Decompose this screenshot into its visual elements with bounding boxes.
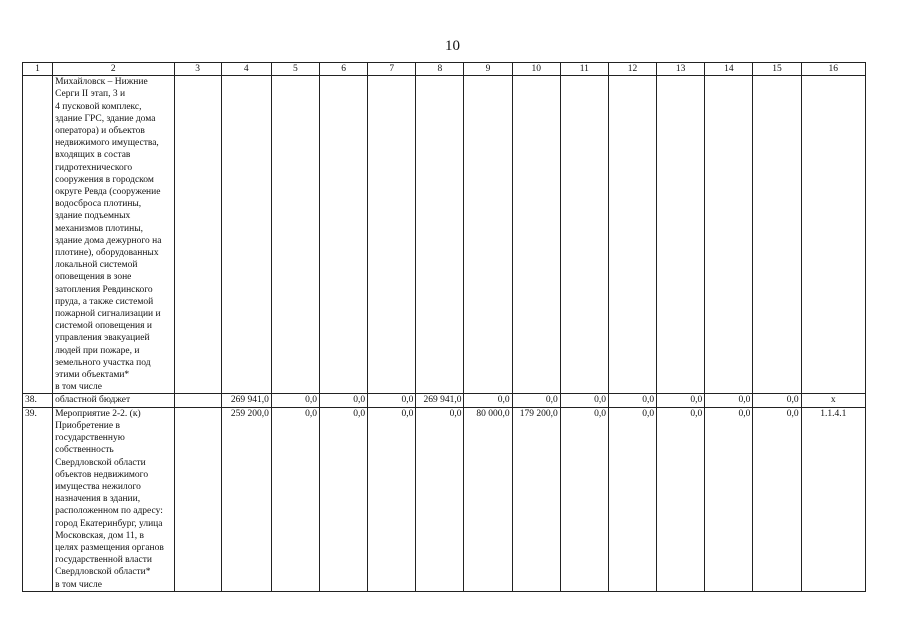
description-line: Свердловской области [55,457,146,468]
column-header: 4 [221,63,271,76]
value-cell: 0,0 [560,407,608,591]
value-cell [560,76,608,394]
column-header: 9 [464,63,512,76]
column-header: 15 [753,63,801,76]
description-line: объектов недвижимого [55,469,149,480]
value-cell: 80 000,0 [464,407,512,591]
program-table [22,62,866,592]
table-row [23,76,866,394]
description-line: локальной системой [55,260,138,271]
row-description [53,76,174,394]
description-line: механизмов плотины, [55,223,143,234]
description-line: расположенном по адресу: [55,506,163,517]
description-line: гидротехнического [55,162,133,173]
description-line: затопления Ревдинского [55,284,153,295]
description-line: плотине), оборудованных [55,248,159,259]
value-cell [657,76,705,394]
value-cell: 0,0 [464,394,512,407]
table-row [23,407,866,591]
description-line: государственной власти [55,555,152,566]
description-line: округе Ревда (сооружение [55,187,161,198]
value-cell: 0,0 [320,407,368,591]
value-cell [705,76,753,394]
description-line: здание подъемных [55,211,131,222]
row-number: 38. [23,394,53,407]
description-line: назначения в здании, [55,494,141,505]
description-line: здание ГРС, здание дома [55,113,156,124]
description-line: областной бюджет [55,395,131,406]
value-cell: 0,0 [320,394,368,407]
description-line: Михайловск – Нижние [55,77,148,88]
value-cell: 0,0 [608,394,656,407]
description-line: 4 пусковой комплекс, [55,101,142,112]
target-code: 1.1.4.1 [801,407,865,591]
value-cell: 0,0 [368,407,416,591]
description-line: целях размещения органов [55,542,164,553]
value-cell: 0,0 [753,407,801,591]
description-line: в том числе [55,382,102,393]
value-cell: 0,0 [560,394,608,407]
value-cell: 0,0 [512,394,560,407]
column-header: 16 [801,63,865,76]
column-header: 8 [416,63,464,76]
column-header: 1 [23,63,53,76]
value-cell: 0,0 [271,407,319,591]
value-cell [174,76,221,394]
value-cell: 179 200,0 [512,407,560,591]
row-description [53,394,174,407]
value-cell: 259 200,0 [221,407,271,591]
description-line: входящих в состав [55,150,131,161]
column-header: 3 [174,63,221,76]
column-header: 13 [657,63,705,76]
target-code [801,76,865,394]
description-line: этими объектами* [55,370,130,381]
description-line: оператора) и объектов [55,126,145,137]
value-cell [174,394,221,407]
page-number: 10 [445,38,460,54]
description-line: Приобретение в [55,420,120,431]
target-code: х [801,394,865,407]
value-cell: 0,0 [753,394,801,407]
value-cell: 0,0 [368,394,416,407]
header-row [23,63,866,76]
value-cell: 0,0 [608,407,656,591]
value-cell [464,76,512,394]
value-cell [608,76,656,394]
value-cell: 0,0 [705,394,753,407]
description-line: управления эвакуацией [55,333,150,344]
description-line: Серги II этап, 3 и [55,89,126,100]
column-header: 2 [53,63,174,76]
description-line: системой оповещения и [55,321,152,332]
description-line: людей при пожаре, и [55,345,140,356]
value-cell: 0,0 [705,407,753,591]
value-cell [221,76,271,394]
table-body [23,76,866,592]
description-line: имущества нежилого [55,481,141,492]
row-number: 39. [23,407,53,591]
description-line: в том числе [55,579,102,590]
value-cell [416,76,464,394]
column-header: 7 [368,63,416,76]
column-header: 14 [705,63,753,76]
description-line: собственность [55,445,114,456]
value-cell [753,76,801,394]
value-cell: 0,0 [657,407,705,591]
description-line: Московская, дом 11, в [55,530,145,541]
description-line: сооружения в городском [55,174,154,185]
value-cell: 269 941,0 [221,394,271,407]
value-cell: 0,0 [271,394,319,407]
column-header: 11 [560,63,608,76]
column-header: 12 [608,63,656,76]
description-line: оповещения в зоне [55,272,132,283]
value-cell: 0,0 [657,394,705,407]
description-line: Мероприятие 2-2. (к) [55,408,141,419]
value-cell [320,76,368,394]
description-line: государственную [55,433,125,444]
table-row [23,394,866,407]
description-line: водосброса плотины, [55,199,142,210]
description-line: пруда, а также системой [55,296,154,307]
row-description [53,407,174,591]
description-line: здание дома дежурного на [55,235,162,246]
description-line: земельного участка под [55,357,151,368]
value-cell [271,76,319,394]
column-header: 10 [512,63,560,76]
value-cell [174,407,221,591]
description-line: город Екатеринбург, улица [55,518,163,529]
description-line: пожарной сигнализации и [55,309,161,320]
value-cell [368,76,416,394]
description-line: Свердловской области* [55,567,151,578]
column-header: 6 [320,63,368,76]
description-line: недвижимого имущества, [55,138,159,149]
value-cell: 269 941,0 [416,394,464,407]
value-cell: 0,0 [416,407,464,591]
column-header: 5 [271,63,319,76]
row-number [23,76,53,394]
value-cell [512,76,560,394]
